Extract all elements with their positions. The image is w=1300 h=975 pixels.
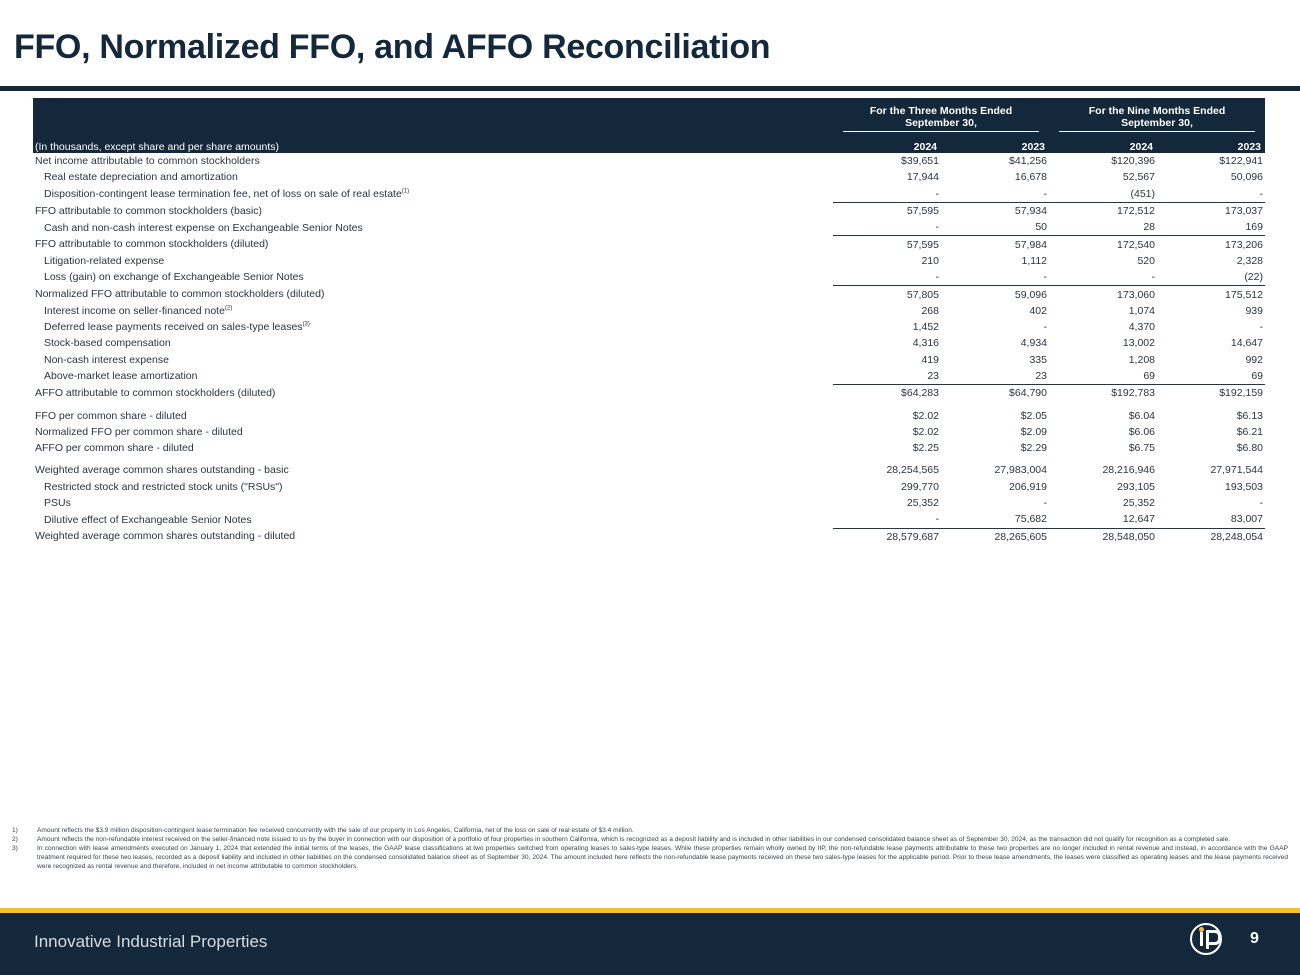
table-row (33, 511, 1265, 528)
three-months-date: September 30, (843, 117, 1039, 132)
cell-value: $192,783 (1049, 385, 1157, 402)
table-row (33, 385, 1265, 402)
cell-value: 335 (1029, 353, 1047, 366)
cell-value: $122,941 (1219, 155, 1263, 168)
row-label: AFFO attributable to common stockholders (diluted) (35, 387, 276, 400)
row-label: PSUs (44, 497, 71, 510)
table-row (33, 368, 1265, 385)
table-row (33, 479, 1265, 495)
cell-value: 206,919 (1009, 480, 1047, 493)
cell-value: 4,934 (1020, 337, 1047, 350)
table-row (33, 236, 1265, 253)
row-label: Loss (gain) on exchange of Exchangeable Senior Notes (44, 271, 304, 284)
footnote-number: 3) (12, 845, 18, 852)
footnote-ref: (2) (224, 305, 233, 312)
row-label: Stock-based compensation (44, 337, 171, 350)
table-row (33, 202, 1265, 219)
footnotes (12, 826, 1288, 871)
iip-logo-icon (1190, 923, 1222, 955)
cell-value: $64,790 (941, 385, 1049, 402)
table-row (33, 352, 1265, 368)
cell-value: 57,934 (941, 202, 1049, 219)
row-label: Weighted average common shares outstanding - diluted (35, 530, 296, 543)
table-row (33, 286, 1265, 303)
footnote-text: In connection with lease amendments executed on January 1, 2024 that extended the initial terms of the leases, the GAAP lease classifications at two properties switched from operating leases to sales-type leases. While these properties remain wholly owned by IIP, the non-refundable lease payments attributable to these two properties are no longer included in rental revenue and instead, in accordance with the GAAP treatment required for these two leases, recorded as a deposit liability and included in other liabilities on the condensed consolidated balance sheet as of September 30, 2024. The amount included here reflects the non-refundable lease payments received on these two sales-type leases for the applicable period. Prior to these lease amendments, the leases were classified as operating leases and the lease payments received were recognized as rental revenue and therefore, included in net income attributable to common stockholders. (37, 845, 1288, 870)
table-row (33, 186, 1265, 203)
cell-value: $6.13 (1236, 409, 1263, 422)
footer-bar (0, 908, 1300, 975)
reconciliation-table (33, 98, 1265, 545)
cell-value: - (1043, 271, 1047, 284)
cell-value: - (935, 187, 939, 200)
cell-value: 57,805 (833, 286, 941, 303)
cell-value: 28,248,054 (1157, 528, 1265, 545)
cell-value: 299,770 (901, 480, 939, 493)
cell-value: - (1043, 187, 1047, 200)
footnote-text: Amount reflects the $3.9 million disposition-contingent lease termination fee received concurrently with the sale of our property in Los Angeles, California, net of the loss on sale of real estate of $3.4 million. (37, 827, 634, 834)
cell-value: 1,074 (1128, 304, 1155, 317)
cell-value: 50,096 (1230, 171, 1263, 184)
cell-value: 172,512 (1049, 202, 1157, 219)
cell-value: $192,159 (1157, 385, 1265, 402)
row-label: Weighted average common shares outstanding - basic (35, 464, 289, 477)
row-label: FFO per common share - diluted (35, 409, 187, 422)
row-label: Cash and non-cash interest expense on Exchangeable Senior Notes (44, 221, 363, 234)
row-label: FFO attributable to common stockholders (basic) (35, 204, 263, 217)
cell-value: 57,595 (833, 236, 941, 253)
cell-value: 28,254,565 (886, 464, 939, 477)
cell-value: - (935, 271, 939, 284)
row-label: Dilutive effect of Exchangeable Senior Notes (44, 513, 252, 526)
cell-value: 75,682 (1014, 513, 1047, 526)
cell-value: $2.05 (1020, 409, 1047, 422)
row-label: Interest income on seller-financed note (44, 304, 225, 317)
cell-value: 293,105 (1117, 480, 1155, 493)
cell-value: - (1043, 497, 1047, 510)
cell-value: $39,651 (901, 155, 939, 168)
cell-value: 57,595 (833, 202, 941, 219)
cell-value: $2.25 (912, 442, 939, 455)
cell-value: 52,567 (1122, 171, 1155, 184)
cell-value: - (1259, 321, 1263, 334)
footer-company-name: Innovative Industrial Properties (34, 932, 268, 951)
cell-value: $2.29 (1020, 442, 1047, 455)
cell-value: 1,208 (1128, 353, 1155, 366)
cell-value: - (1043, 321, 1047, 334)
footnote (12, 844, 1288, 871)
footnote-text: Amount reflects the non-refundable interest received on the seller-financed note issued to us by the buyer in connection with our disposition of a portfolio of four properties in southern California, which is recognized as a deposit liability and is included in other liabilities in our condensed consolidated balance sheet as of September 30, 2024, as the transaction did not qualify for recognition as a completed sale. (37, 836, 1231, 843)
cell-value: (451) (1130, 187, 1155, 200)
row-label: Real estate depreciation and amortization (44, 171, 238, 184)
cell-value: 992 (1245, 353, 1263, 366)
year-header: 2023 (941, 135, 1049, 153)
year-header: 2024 (833, 135, 941, 153)
cell-value: $2.09 (1020, 425, 1047, 438)
footer-accent-stripe (0, 908, 1300, 913)
footnote (12, 826, 1288, 835)
cell-value: 83,007 (1230, 513, 1263, 526)
cell-value: $64,283 (833, 385, 941, 402)
cell-value: 173,037 (1157, 202, 1265, 219)
row-label: Net income attributable to common stockholders (35, 155, 260, 168)
cell-value: $6.75 (1128, 442, 1155, 455)
cell-value: 28,579,687 (833, 528, 941, 545)
cell-value: 28,265,605 (941, 528, 1049, 545)
cell-value: 12,647 (1122, 513, 1155, 526)
footnote-ref: (1) (401, 188, 410, 195)
row-label: Restricted stock and restricted stock units ("RSUs") (44, 480, 283, 493)
cell-value: 27,983,004 (994, 464, 1047, 477)
table-row (33, 153, 1265, 169)
footnote (12, 835, 1288, 844)
row-label: FFO attributable to common stockholders (diluted) (35, 238, 269, 251)
cell-value: 28,216,946 (1102, 464, 1155, 477)
row-label: Non-cash interest expense (44, 353, 169, 366)
cell-value: $41,256 (1009, 155, 1047, 168)
cell-value: 173,206 (1157, 236, 1265, 253)
table-row (33, 440, 1265, 456)
cell-value: - (1259, 497, 1263, 510)
cell-value: 419 (921, 353, 939, 366)
cell-value: 2,328 (1236, 254, 1263, 267)
table-row (33, 219, 1265, 236)
table-row (33, 169, 1265, 185)
cell-value: $6.04 (1128, 409, 1155, 422)
row-label: Litigation-related expense (44, 254, 165, 267)
table-row (33, 319, 1265, 335)
footnote-number: 2) (12, 836, 18, 843)
page-title: FFO, Normalized FFO, and AFFO Reconciliation (14, 28, 771, 66)
cell-value: 50 (1035, 221, 1047, 234)
cell-value: 172,540 (1049, 236, 1157, 253)
cell-value: 939 (1245, 304, 1263, 317)
cell-value: 1,452 (912, 321, 939, 334)
cell-value: $6.06 (1128, 425, 1155, 438)
cell-value: 59,096 (941, 286, 1049, 303)
year-header: 2023 (1157, 135, 1265, 153)
cell-value: - (935, 221, 939, 234)
cell-value: 17,944 (906, 171, 939, 184)
cell-value: 169 (1245, 221, 1263, 234)
cell-value: 69 (1143, 370, 1155, 382)
cell-value: 210 (921, 254, 939, 267)
table-header-row (33, 135, 1265, 153)
cell-value: $120,396 (1111, 155, 1155, 168)
cell-value: 16,678 (1014, 171, 1047, 184)
cell-value: 268 (921, 304, 939, 317)
row-label: Deferred lease payments received on sales-type leases (44, 321, 303, 334)
cell-value: (22) (1244, 271, 1263, 284)
cell-value: 1,112 (1021, 254, 1047, 267)
cell-value: 4,316 (912, 337, 939, 350)
cell-value: 57,984 (941, 236, 1049, 253)
cell-value: 173,060 (1049, 286, 1157, 303)
cell-value: 13,002 (1122, 337, 1155, 350)
table-header-row (33, 117, 1265, 135)
cell-value: $6.80 (1236, 442, 1263, 455)
row-label: Disposition-contingent lease termination fee, net of loss on sale of real estate (44, 187, 402, 200)
table-row (33, 269, 1265, 286)
footnote-ref: (3) (302, 321, 310, 328)
row-label: Above-market lease amortization (44, 370, 198, 383)
cell-value: 28,548,050 (1049, 528, 1157, 545)
units-label: (In thousands, except share and per share amounts) (33, 135, 833, 153)
cell-value: 14,647 (1230, 337, 1263, 350)
cell-value: 69 (1251, 370, 1263, 382)
table-row (33, 424, 1265, 440)
cell-value: - (1151, 271, 1155, 284)
year-header: 2024 (1049, 135, 1157, 153)
cell-value: 27,971,544 (1210, 464, 1263, 477)
cell-value: 520 (1137, 254, 1155, 267)
table-row (33, 253, 1265, 269)
cell-value: - (1259, 187, 1263, 200)
nine-months-date: September 30, (1059, 117, 1255, 132)
cell-value: 25,352 (906, 497, 939, 510)
cell-value: 175,512 (1157, 286, 1265, 303)
table-row (33, 303, 1265, 319)
cell-value: 28 (1143, 221, 1155, 234)
table-row (33, 335, 1265, 351)
page-number: 9 (1250, 930, 1259, 947)
table-row (33, 407, 1265, 423)
table-row (33, 528, 1265, 545)
row-label: AFFO per common share - diluted (35, 442, 194, 455)
table-header-row (33, 98, 1265, 117)
cell-value: $2.02 (912, 425, 939, 438)
cell-value: $6.21 (1236, 425, 1263, 438)
title-divider (0, 86, 1300, 91)
cell-value: 23 (1035, 370, 1047, 382)
row-label: Normalized FFO attributable to common stockholders (diluted) (35, 288, 325, 301)
table-row (33, 462, 1265, 478)
row-label: Normalized FFO per common share - diluted (35, 425, 243, 438)
table-row (33, 495, 1265, 511)
cell-value: 4,370 (1128, 321, 1155, 334)
footnote-number: 1) (12, 827, 18, 834)
cell-value: $2.02 (912, 409, 939, 422)
three-months-header: For the Three Months Ended (869, 105, 1013, 117)
cell-value: 402 (1029, 304, 1047, 317)
cell-value: 23 (927, 370, 939, 382)
cell-value: 193,503 (1225, 480, 1263, 493)
cell-value: - (935, 513, 939, 526)
nine-months-header: For the Nine Months Ended (1088, 105, 1226, 117)
cell-value: 25,352 (1122, 497, 1155, 510)
